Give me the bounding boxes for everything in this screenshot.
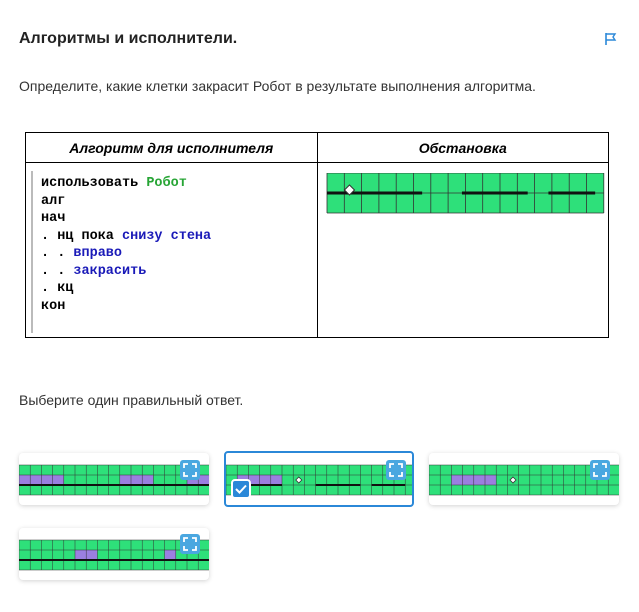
code-token: . .	[41, 263, 74, 279]
table-header-setting: Обстановка	[317, 133, 609, 163]
answer-option-1[interactable]	[19, 453, 209, 505]
code-line	[41, 210, 317, 228]
code-token: вправо	[73, 246, 123, 261]
algorithm-table	[25, 132, 609, 338]
expand-icon[interactable]	[386, 460, 406, 480]
code-token: . кц	[41, 281, 74, 296]
expand-icon[interactable]	[590, 460, 610, 480]
code-token: Робот	[146, 176, 187, 191]
option-2-grid	[226, 453, 412, 505]
code-line	[41, 298, 317, 316]
code-line	[41, 193, 317, 211]
task-instruction: Определите, какие клетки закрасит Робот в результате выполнения алгоритма.	[19, 78, 536, 94]
code-token: алг	[41, 193, 66, 209]
painted-cells	[165, 550, 176, 560]
code-listing	[31, 171, 317, 333]
code-line	[41, 228, 317, 246]
expand-icon[interactable]	[180, 534, 200, 554]
code-token: кон	[41, 298, 66, 314]
code-line	[41, 263, 317, 281]
expand-icon[interactable]	[180, 460, 200, 480]
code-token: закрасить	[73, 263, 147, 279]
code-token: использовать	[41, 176, 147, 191]
code-token: снизу стена	[122, 228, 212, 244]
answer-option-2[interactable]	[224, 451, 414, 507]
code-token: нач	[41, 211, 66, 226]
code-token: . нц пока	[41, 228, 123, 244]
check-icon	[231, 479, 251, 499]
setting-grid	[325, 173, 605, 215]
answer-prompt: Выберите один правильный ответ.	[19, 392, 244, 408]
page-title: Алгоритмы и исполнители.	[19, 30, 238, 47]
table-header-algorithm: Алгоритм для исполнителя	[26, 133, 318, 163]
code-line	[41, 245, 317, 263]
code-line	[41, 175, 317, 193]
answer-option-4[interactable]	[19, 528, 209, 580]
flag-icon[interactable]	[604, 32, 618, 46]
code-token: . .	[41, 246, 74, 261]
answer-option-3[interactable]	[429, 453, 619, 505]
painted-cells	[120, 475, 154, 485]
code-line	[41, 280, 317, 298]
algorithm-cell	[26, 163, 318, 338]
